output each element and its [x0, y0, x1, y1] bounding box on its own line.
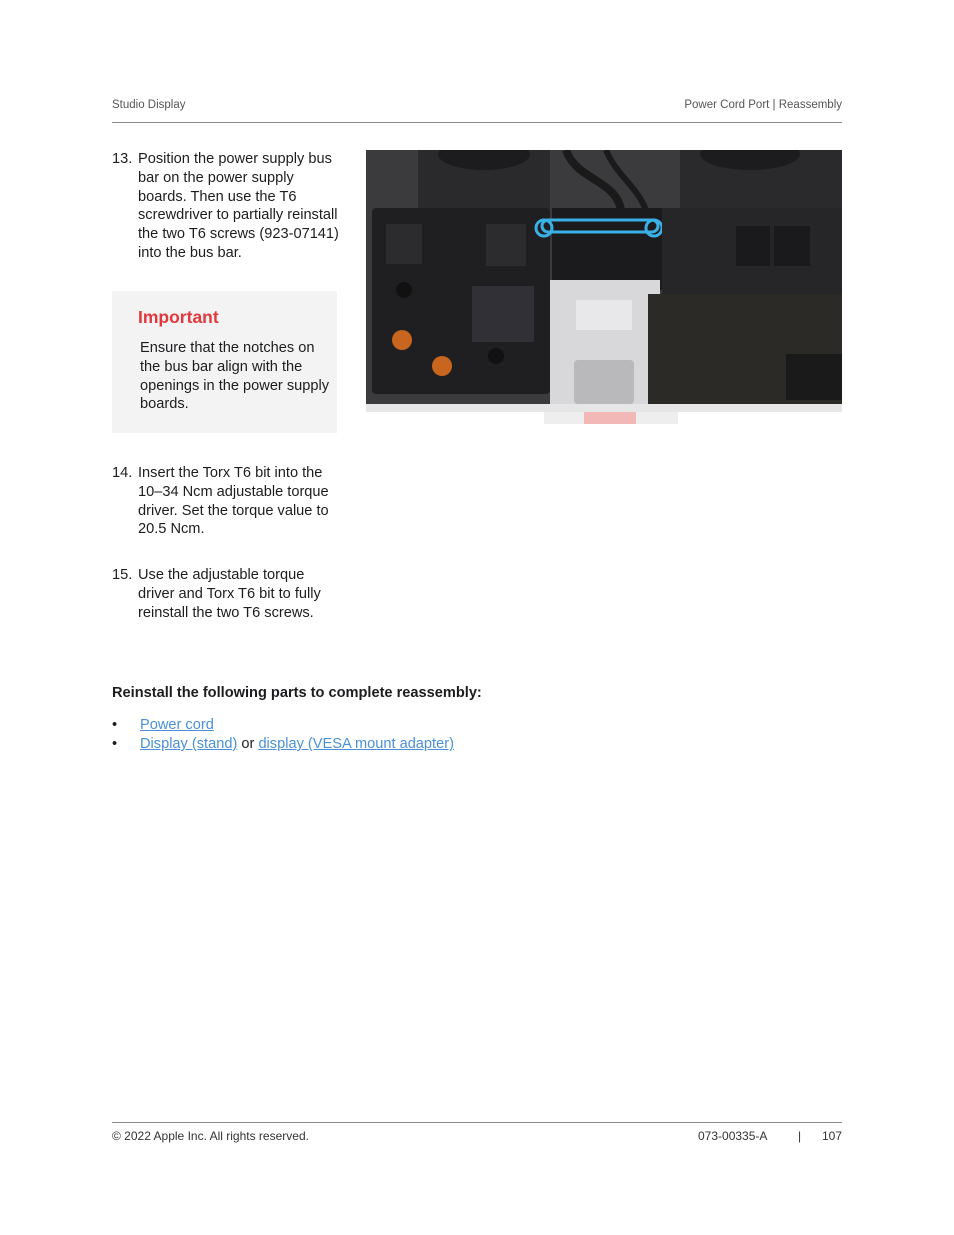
- page-header: [112, 99, 842, 123]
- header-doc-title: Studio Display: [112, 99, 186, 111]
- callout-title: Important: [138, 307, 219, 327]
- or-connector: or: [241, 736, 255, 752]
- footer-copyright: © 2022 Apple Inc. All rights reserved.: [112, 1129, 309, 1143]
- step-14: [112, 464, 342, 539]
- footer-page-number: 107: [821, 1129, 842, 1143]
- bus-bar-photo: [366, 150, 842, 424]
- footer-separator: |: [798, 1129, 802, 1143]
- step-13: [112, 150, 342, 263]
- display-vesa-link[interactable]: display (VESA mount adapter): [258, 736, 454, 752]
- step-number: 15.: [112, 567, 133, 583]
- page-footer: [112, 1122, 842, 1146]
- step-text: Position the power supply bus bar on the power supply boards. Then use the T6 screwdriver to partially reinstall the two T6 screws (923-07141) into the bus bar.: [138, 151, 339, 261]
- header-section-title: Power Cord Port | Reassembly: [684, 99, 842, 111]
- reinstall-list: [112, 716, 454, 754]
- bullet: •: [112, 717, 118, 733]
- footer-doc-number: 073-00335-A: [698, 1129, 768, 1143]
- step-text: Insert the Torx T6 bit into the 10–34 Ncm adjustable torque driver. Set the torque value to 20.5 Ncm.: [138, 465, 329, 538]
- important-callout: [112, 291, 337, 433]
- step-text: Use the adjustable torque driver and Torx T6 bit to fully reinstall the two T6 screws.: [138, 567, 321, 621]
- list-item: [112, 735, 454, 754]
- bullet: •: [112, 736, 118, 752]
- power-cord-link[interactable]: Power cord: [140, 717, 214, 733]
- list-item: [112, 716, 454, 735]
- step-number: 14.: [112, 465, 133, 481]
- reinstall-heading: Reinstall the following parts to complete reassembly:: [112, 685, 482, 701]
- callout-body: Ensure that the notches on the bus bar align with the openings in the power supply boards.: [140, 340, 330, 413]
- step-number: 13.: [112, 151, 133, 167]
- display-stand-link[interactable]: Display (stand): [140, 736, 238, 752]
- step-15: [112, 566, 342, 622]
